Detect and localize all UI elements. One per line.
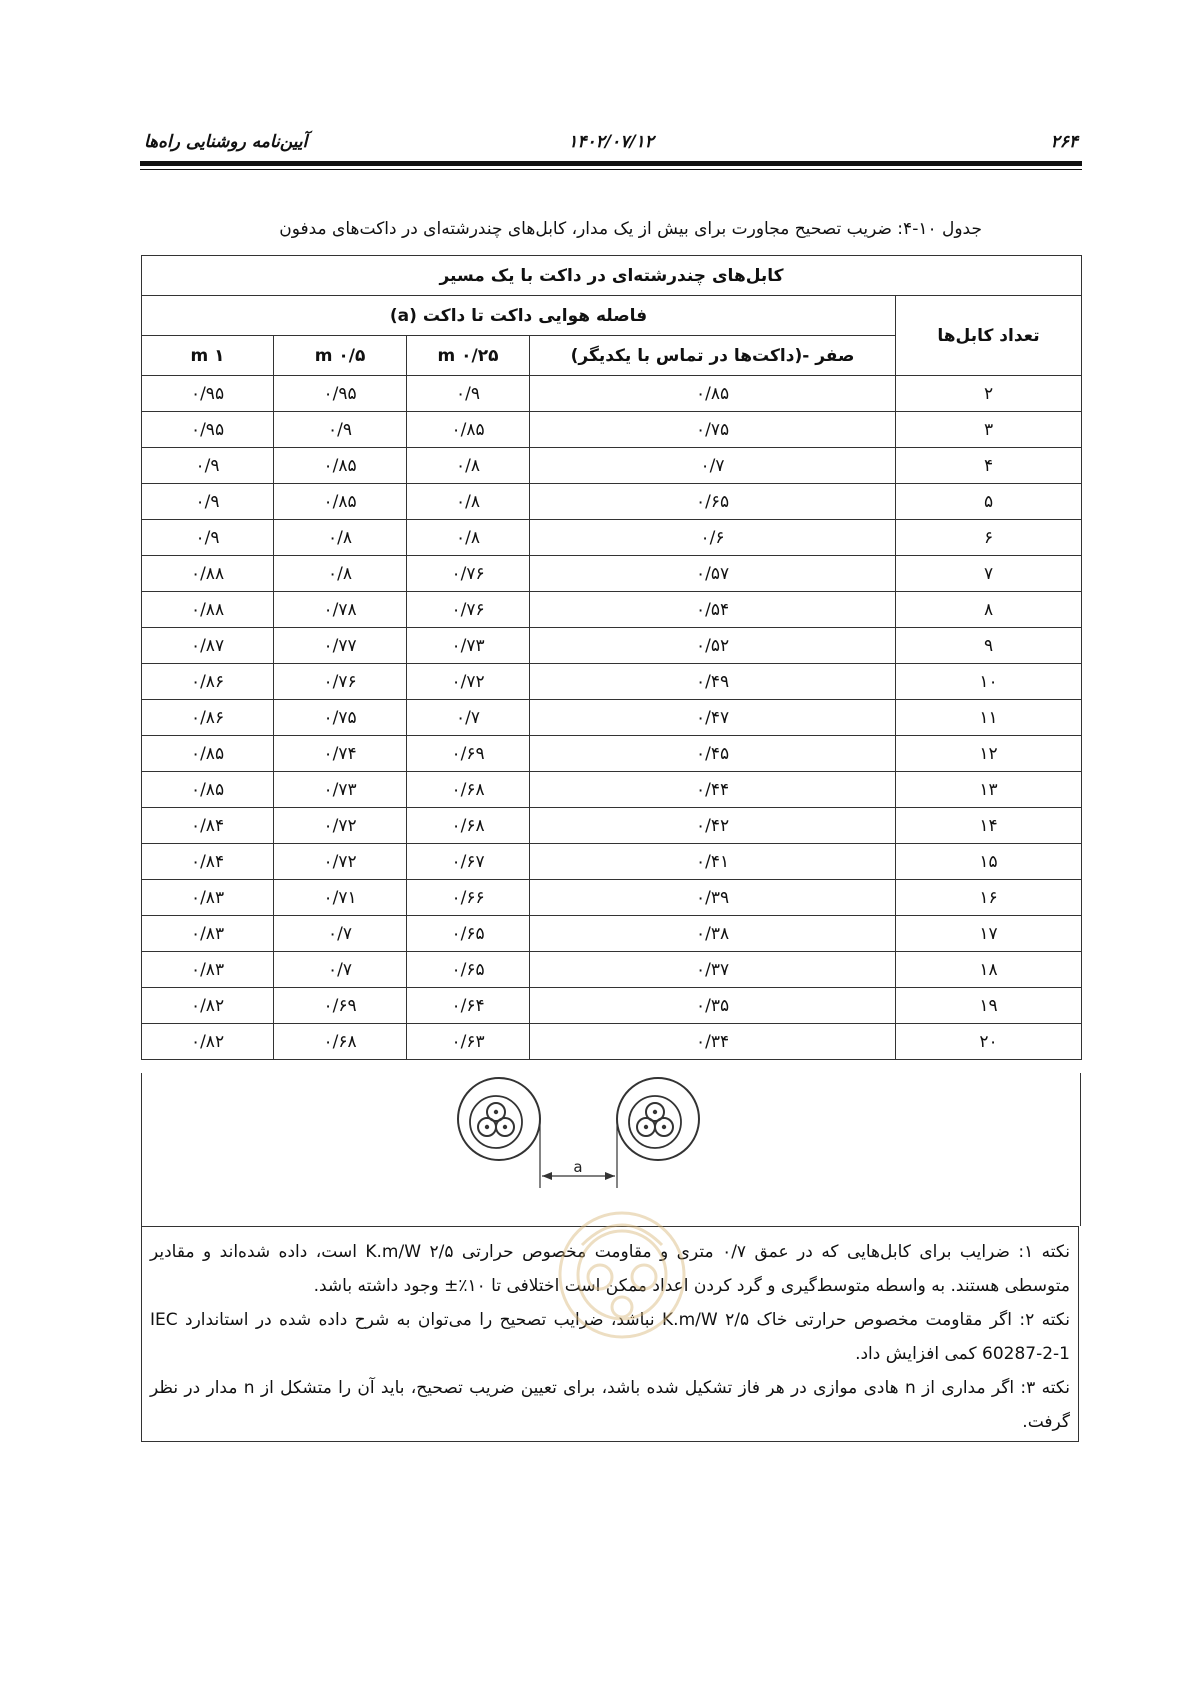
factor-cell: ۰/۸۵ [274,448,407,484]
factor-cell: ۰/۶ [530,520,896,556]
cable-count-cell: ۱۰ [896,664,1082,700]
factor-cell: ۰/۷۲ [274,808,407,844]
factor-cell: ۰/۸۵ [530,376,896,412]
factor-cell: ۰/۷۸ [274,592,407,628]
table-row [142,808,1082,844]
table-row [142,556,1082,592]
factor-cell: ۰/۹۵ [142,376,274,412]
table-row [142,844,1082,880]
note-2: نکته ۲: اگر مقاومت مخصوص حرارتی خاک ۲/۵ K.m/W نباشد، ضرایب تصحیح را می‌توان به شرح داده شده در استاندارد IEC 60287-2-1 کمی افزایش داد. [150,1310,1070,1364]
cable-count-header: تعداد کابل‌ها [896,296,1082,376]
factor-cell: ۰/۸ [274,520,407,556]
factor-cell: ۰/۶۳ [407,1024,530,1060]
factor-cell: ۰/۹ [142,484,274,520]
table-main-header: کابل‌های چندرشته‌ای در داکت با یک مسیر [142,256,1082,296]
spacing-col-025: ۰/۲۵ m [407,336,530,376]
table-caption: جدول ۱۰-۴: ضریب تصحیح مجاورت برای بیش از یک مدار، کابل‌های چندرشته‌ای در داکت‌های مدفون [279,219,982,239]
factor-cell: ۰/۷۴ [274,736,407,772]
factor-cell: ۰/۷۳ [274,772,407,808]
factor-cell: ۰/۷ [530,448,896,484]
factor-cell: ۰/۸۶ [142,700,274,736]
table-row [142,952,1082,988]
factor-cell: ۰/۴۷ [530,700,896,736]
factor-cell: ۰/۵۲ [530,628,896,664]
factor-cell: ۰/۸۲ [142,988,274,1024]
duct-spacing-diagram [142,1073,1080,1226]
factor-cell: ۰/۳۵ [530,988,896,1024]
cable-count-cell: ۱۸ [896,952,1082,988]
spacing-col-zero: صفر -(داکت‌ها در تماس با یکدیگر) [530,336,896,376]
factor-cell: ۰/۹۵ [274,376,407,412]
factor-cell: ۰/۴۱ [530,844,896,880]
table-row [142,736,1082,772]
factor-cell: ۰/۳۴ [530,1024,896,1060]
factor-cell: ۰/۳۷ [530,952,896,988]
cable-count-cell: ۲ [896,376,1082,412]
dimension-label: a [573,1158,583,1176]
factor-cell: ۰/۶۶ [407,880,530,916]
correction-factor-table [141,255,1082,1060]
factor-cell: ۰/۴۵ [530,736,896,772]
factor-cell: ۰/۷۵ [530,412,896,448]
factor-cell: ۰/۶۸ [407,808,530,844]
table-row [142,988,1082,1024]
factor-cell: ۰/۸۸ [142,592,274,628]
factor-cell: ۰/۸۸ [142,556,274,592]
factor-cell: ۰/۶۵ [530,484,896,520]
factor-cell: ۰/۹۵ [142,412,274,448]
factor-cell: ۰/۷۱ [274,880,407,916]
cable-count-cell: ۱۶ [896,880,1082,916]
factor-cell: ۰/۷۶ [274,664,407,700]
table-body [142,376,1082,1060]
table-row [142,484,1082,520]
factor-cell: ۰/۶۴ [407,988,530,1024]
table-row [142,592,1082,628]
table-row [142,376,1082,412]
factor-cell: ۰/۷۲ [274,844,407,880]
factor-cell: ۰/۷۳ [407,628,530,664]
cable-count-cell: ۴ [896,448,1082,484]
factor-cell: ۰/۸۲ [142,1024,274,1060]
factor-cell: ۰/۶۵ [407,952,530,988]
cable-count-cell: ۵ [896,484,1082,520]
factor-cell: ۰/۶۸ [407,772,530,808]
cable-count-cell: ۱۵ [896,844,1082,880]
cable-count-cell: ۳ [896,412,1082,448]
factor-cell: ۰/۵۷ [530,556,896,592]
factor-cell: ۰/۸ [407,484,530,520]
factor-cell: ۰/۸۳ [142,952,274,988]
factor-cell: ۰/۳۸ [530,916,896,952]
table-row [142,916,1082,952]
factor-cell: ۰/۶۸ [274,1024,407,1060]
factor-cell: ۰/۷ [274,952,407,988]
factor-cell: ۰/۳۹ [530,880,896,916]
cable-count-cell: ۸ [896,592,1082,628]
header-date: ۱۴۰۲/۰۷/۱۲ [568,132,654,152]
factor-cell: ۰/۷۲ [407,664,530,700]
cable-count-cell: ۱۷ [896,916,1082,952]
cable-count-cell: ۷ [896,556,1082,592]
header-rule-thick [140,161,1082,166]
factor-cell: ۰/۹ [142,448,274,484]
duct-diagram-box [141,1073,1081,1226]
header-rule-thin [140,169,1082,170]
cable-count-cell: ۱۴ [896,808,1082,844]
factor-cell: ۰/۸۴ [142,808,274,844]
cable-count-cell: ۶ [896,520,1082,556]
factor-cell: ۰/۸ [407,448,530,484]
table-row [142,700,1082,736]
factor-cell: ۰/۵۴ [530,592,896,628]
factor-cell: ۰/۶۷ [407,844,530,880]
table-row [142,664,1082,700]
factor-cell: ۰/۶۵ [407,916,530,952]
factor-cell: ۰/۹ [142,520,274,556]
factor-cell: ۰/۸۵ [407,412,530,448]
factor-cell: ۰/۷ [274,916,407,952]
factor-cell: ۰/۸۳ [142,880,274,916]
document-title: آیین‌نامه روشنایی راه‌ها [144,132,308,152]
factor-cell: ۰/۹ [274,412,407,448]
table-row [142,520,1082,556]
cable-count-cell: ۲۰ [896,1024,1082,1060]
factor-cell: ۰/۸۳ [142,916,274,952]
cable-count-cell: ۱۱ [896,700,1082,736]
factor-cell: ۰/۷۵ [274,700,407,736]
factor-cell: ۰/۸۵ [274,484,407,520]
note-3: نکته ۳: اگر مداری از n هادی موازی در هر فاز تشکیل شده باشد، برای تعیین ضریب تصحیح، باید آن را متشکل از n مدار در نظر گرفت. [150,1378,1070,1432]
table-row [142,1024,1082,1060]
factor-cell: ۰/۴۲ [530,808,896,844]
table-row [142,628,1082,664]
factor-cell: ۰/۷۶ [407,592,530,628]
factor-cell: ۰/۷ [407,700,530,736]
note-1: نکته ۱: ضرایب برای کابل‌هایی که در عمق ۰/۷ متری و مقاومت مخصوص حرارتی ۲/۵ K.m/W است، داده شده‌اند و مقادیر متوسطی هستند. به واسطه متوسط‌گیری و گرد کردن اعداد ممکن است اختلافی تا ۱۰٪± وجود داشته باشد. [150,1242,1071,1296]
factor-cell: ۰/۹ [407,376,530,412]
page-number: ۲۶۴ [1050,132,1078,152]
spacing-col-05: ۰/۵ m [274,336,407,376]
table-row [142,412,1082,448]
factor-cell: ۰/۷۶ [407,556,530,592]
cable-count-cell: ۱۳ [896,772,1082,808]
cable-count-cell: ۹ [896,628,1082,664]
spacing-col-1: ۱ m [142,336,274,376]
table-row [142,772,1082,808]
cable-count-cell: ۱۲ [896,736,1082,772]
factor-cell: ۰/۸ [407,520,530,556]
factor-cell: ۰/۶۹ [274,988,407,1024]
factor-cell: ۰/۸۴ [142,844,274,880]
factor-cell: ۰/۴۹ [530,664,896,700]
factor-cell: ۰/۸۶ [142,664,274,700]
table-row [142,448,1082,484]
cable-count-cell: ۱۹ [896,988,1082,1024]
spacing-header: فاصله هوایی داکت تا داکت (a) [142,296,896,336]
correction-factor-table-wrapper [141,255,1081,1060]
factor-cell: ۰/۸۵ [142,772,274,808]
factor-cell: ۰/۷۷ [274,628,407,664]
factor-cell: ۰/۸ [274,556,407,592]
table-row [142,880,1082,916]
factor-cell: ۰/۸۵ [142,736,274,772]
page-header [140,128,1082,162]
factor-cell: ۰/۴۴ [530,772,896,808]
factor-cell: ۰/۸۷ [142,628,274,664]
notes-section [141,1226,1079,1442]
factor-cell: ۰/۶۹ [407,736,530,772]
